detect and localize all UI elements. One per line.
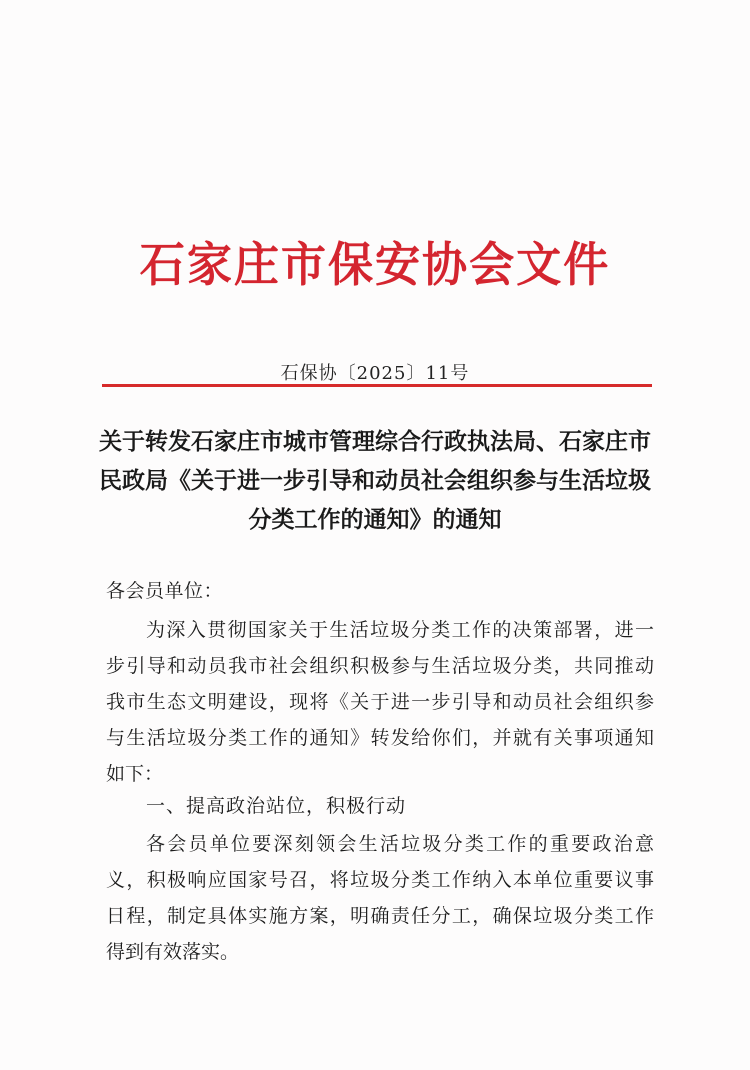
document-title [90, 423, 660, 540]
org-file-header: 石家庄市保安协会文件 [139, 238, 611, 293]
section-heading: 一、提高政治站位，积极行动 [146, 795, 407, 817]
paragraph-line: 如下： [106, 763, 164, 785]
title-line: 关于转发石家庄市城市管理综合行政执法局、石家庄市 [99, 429, 651, 455]
paragraph-line: 日程，制定具体实施方案，明确责任分工，确保垃圾分类工作 [106, 905, 654, 927]
paragraph-line: 我市生态文明建设，现将《关于进一步引导和动员社会组织参 [106, 691, 654, 713]
red-divider-line [102, 384, 652, 387]
paragraph-line: 得到有效落实。 [106, 941, 240, 963]
document-number: 石保协〔2025〕11号 [280, 363, 470, 384]
paragraph-line: 与生活垃圾分类工作的通知》转发给你们，并就有关事项通知 [106, 727, 654, 749]
paragraph-line: 各会员单位要深刻领会生活垃圾分类工作的重要政治意 [146, 833, 654, 855]
salutation: 各会员单位： [106, 580, 224, 602]
paragraph-line: 义，积极响应国家号召，将垃圾分类工作纳入本单位重要议事 [106, 869, 654, 891]
paragraph-line: 为深入贯彻国家关于生活垃圾分类工作的决策部署，进一 [146, 619, 654, 641]
title-line: 分类工作的通知》的通知 [248, 507, 502, 533]
intro-paragraph [106, 612, 654, 792]
title-line: 民政局《关于进一步引导和动员社会组织参与生活垃圾 [99, 468, 651, 494]
paragraph-line: 步引导和动员我市社会组织积极参与生活垃圾分类，共同推动 [106, 655, 654, 677]
section-1-paragraph [106, 826, 654, 970]
